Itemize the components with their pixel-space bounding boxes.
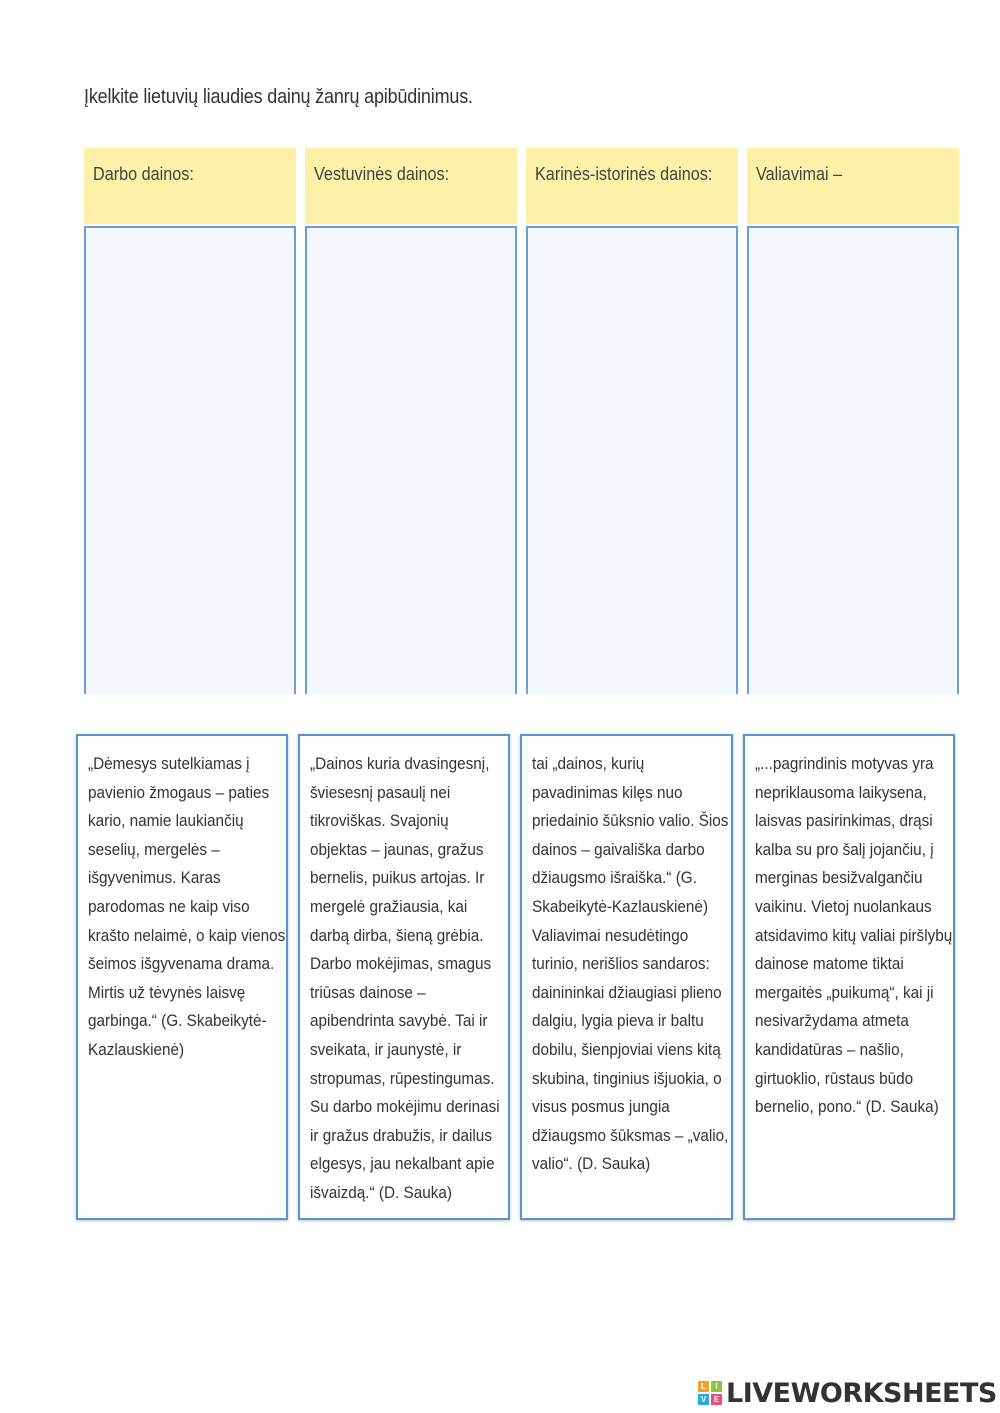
logo-tile: L	[698, 1381, 709, 1392]
card-text: „...pagrindinis motyvas yra nepriklausoma laikysena, laisvas pasirinkimas, drąsi kalba su pro šalį jojančiu, į merginas besižvalgančiu vaikinu. Vietoj nuolankaus atsidavimo kitų valiai piršlybų dainose matome tiktai mergaitės „puikumą“, kai ji nesivaržydama atmeta kandidatūras – našlio, girtuoklio, rūstaus būdo bernelio, pono.“ (D. Sauka)	[755, 754, 953, 1117]
column-header-label: Karinės-istorinės dainos:	[535, 164, 713, 184]
liveworksheets-logo	[698, 1376, 997, 1410]
logo-icon	[698, 1381, 722, 1405]
logo-tile: E	[711, 1394, 722, 1405]
column-header-darbo	[84, 148, 296, 224]
logo-tile: I	[711, 1381, 722, 1392]
column-header-label: Valiavimai –	[756, 164, 843, 184]
column-header-vestuvines	[305, 148, 517, 224]
logo-tile: V	[698, 1394, 709, 1405]
draggable-card-1[interactable]	[76, 734, 288, 1220]
page-title: Įkelkite lietuvių liaudies dainų žanrų apibūdinimus.	[84, 86, 473, 108]
drop-zone-darbo[interactable]	[84, 226, 296, 694]
drop-zone-vestuvines[interactable]	[305, 226, 517, 694]
draggable-card-4[interactable]	[743, 734, 955, 1220]
column-header-label: Darbo dainos:	[93, 164, 194, 184]
drop-zone-valiavimai[interactable]	[747, 226, 959, 694]
logo-text: LIVEWORKSHEETS	[726, 1377, 997, 1409]
column-header-valiavimai	[747, 148, 959, 224]
card-text: tai „dainos, kurių pavadinimas kilęs nuo priedainio šūksnio valio. Šios dainos – gaivališka darbo džiaugsmo išraiška.“ (G. Skabeikytė-Kazlauskienė) Valiavimai nesudėtingo turinio, nerišlios sandaros: dainininkai džiaugiasi plieno dalgiu, lygia pieva ir baltu dobilu, šienpjoviai viens kitą skubina, tinginius išjuokia, o visus posmus jungia džiaugsmo šūksmas – „valio, valio“. (D. Sauka)	[532, 754, 729, 1174]
draggable-card-2[interactable]	[298, 734, 510, 1220]
card-text: „Dainos kuria dvasingesnį, šviesesnį pasaulį nei tikroviškas. Svajonių objektas – jaunas, gražus bernelis, puikus artojas. Ir mergelė gražiausia, kai darbą dirba, šieną grėbia. Darbo mokėjimas, smagus triūsas dainose – apibendrinta savybė. Tai ir sveikata, ir jaunystė, ir stropumas, rūpestingumas. Su darbo mokėjimu derinasi ir gražus drabužis, ir dailus elgesys, jau nekalbant apie išvaizdą.“ (D. Sauka)	[310, 754, 500, 1202]
card-text: „Dėmesys sutelkiamas į pavienio žmogaus – paties kario, namie laukiančių seselių, mergelės – išgyvenimus. Karas parodomas ne kaip viso krašto nelaimė, o kaip vienos šeimos išgyvenama drama. Mirtis už tėvynės laisvę garbinga.“ (G. Skabeikytė-Kazlauskienė)	[88, 754, 286, 1059]
draggable-card-3[interactable]	[520, 734, 733, 1220]
column-header-label: Vestuvinės dainos:	[314, 164, 450, 184]
drop-zone-karines[interactable]	[526, 226, 738, 694]
column-header-karines	[526, 148, 738, 224]
